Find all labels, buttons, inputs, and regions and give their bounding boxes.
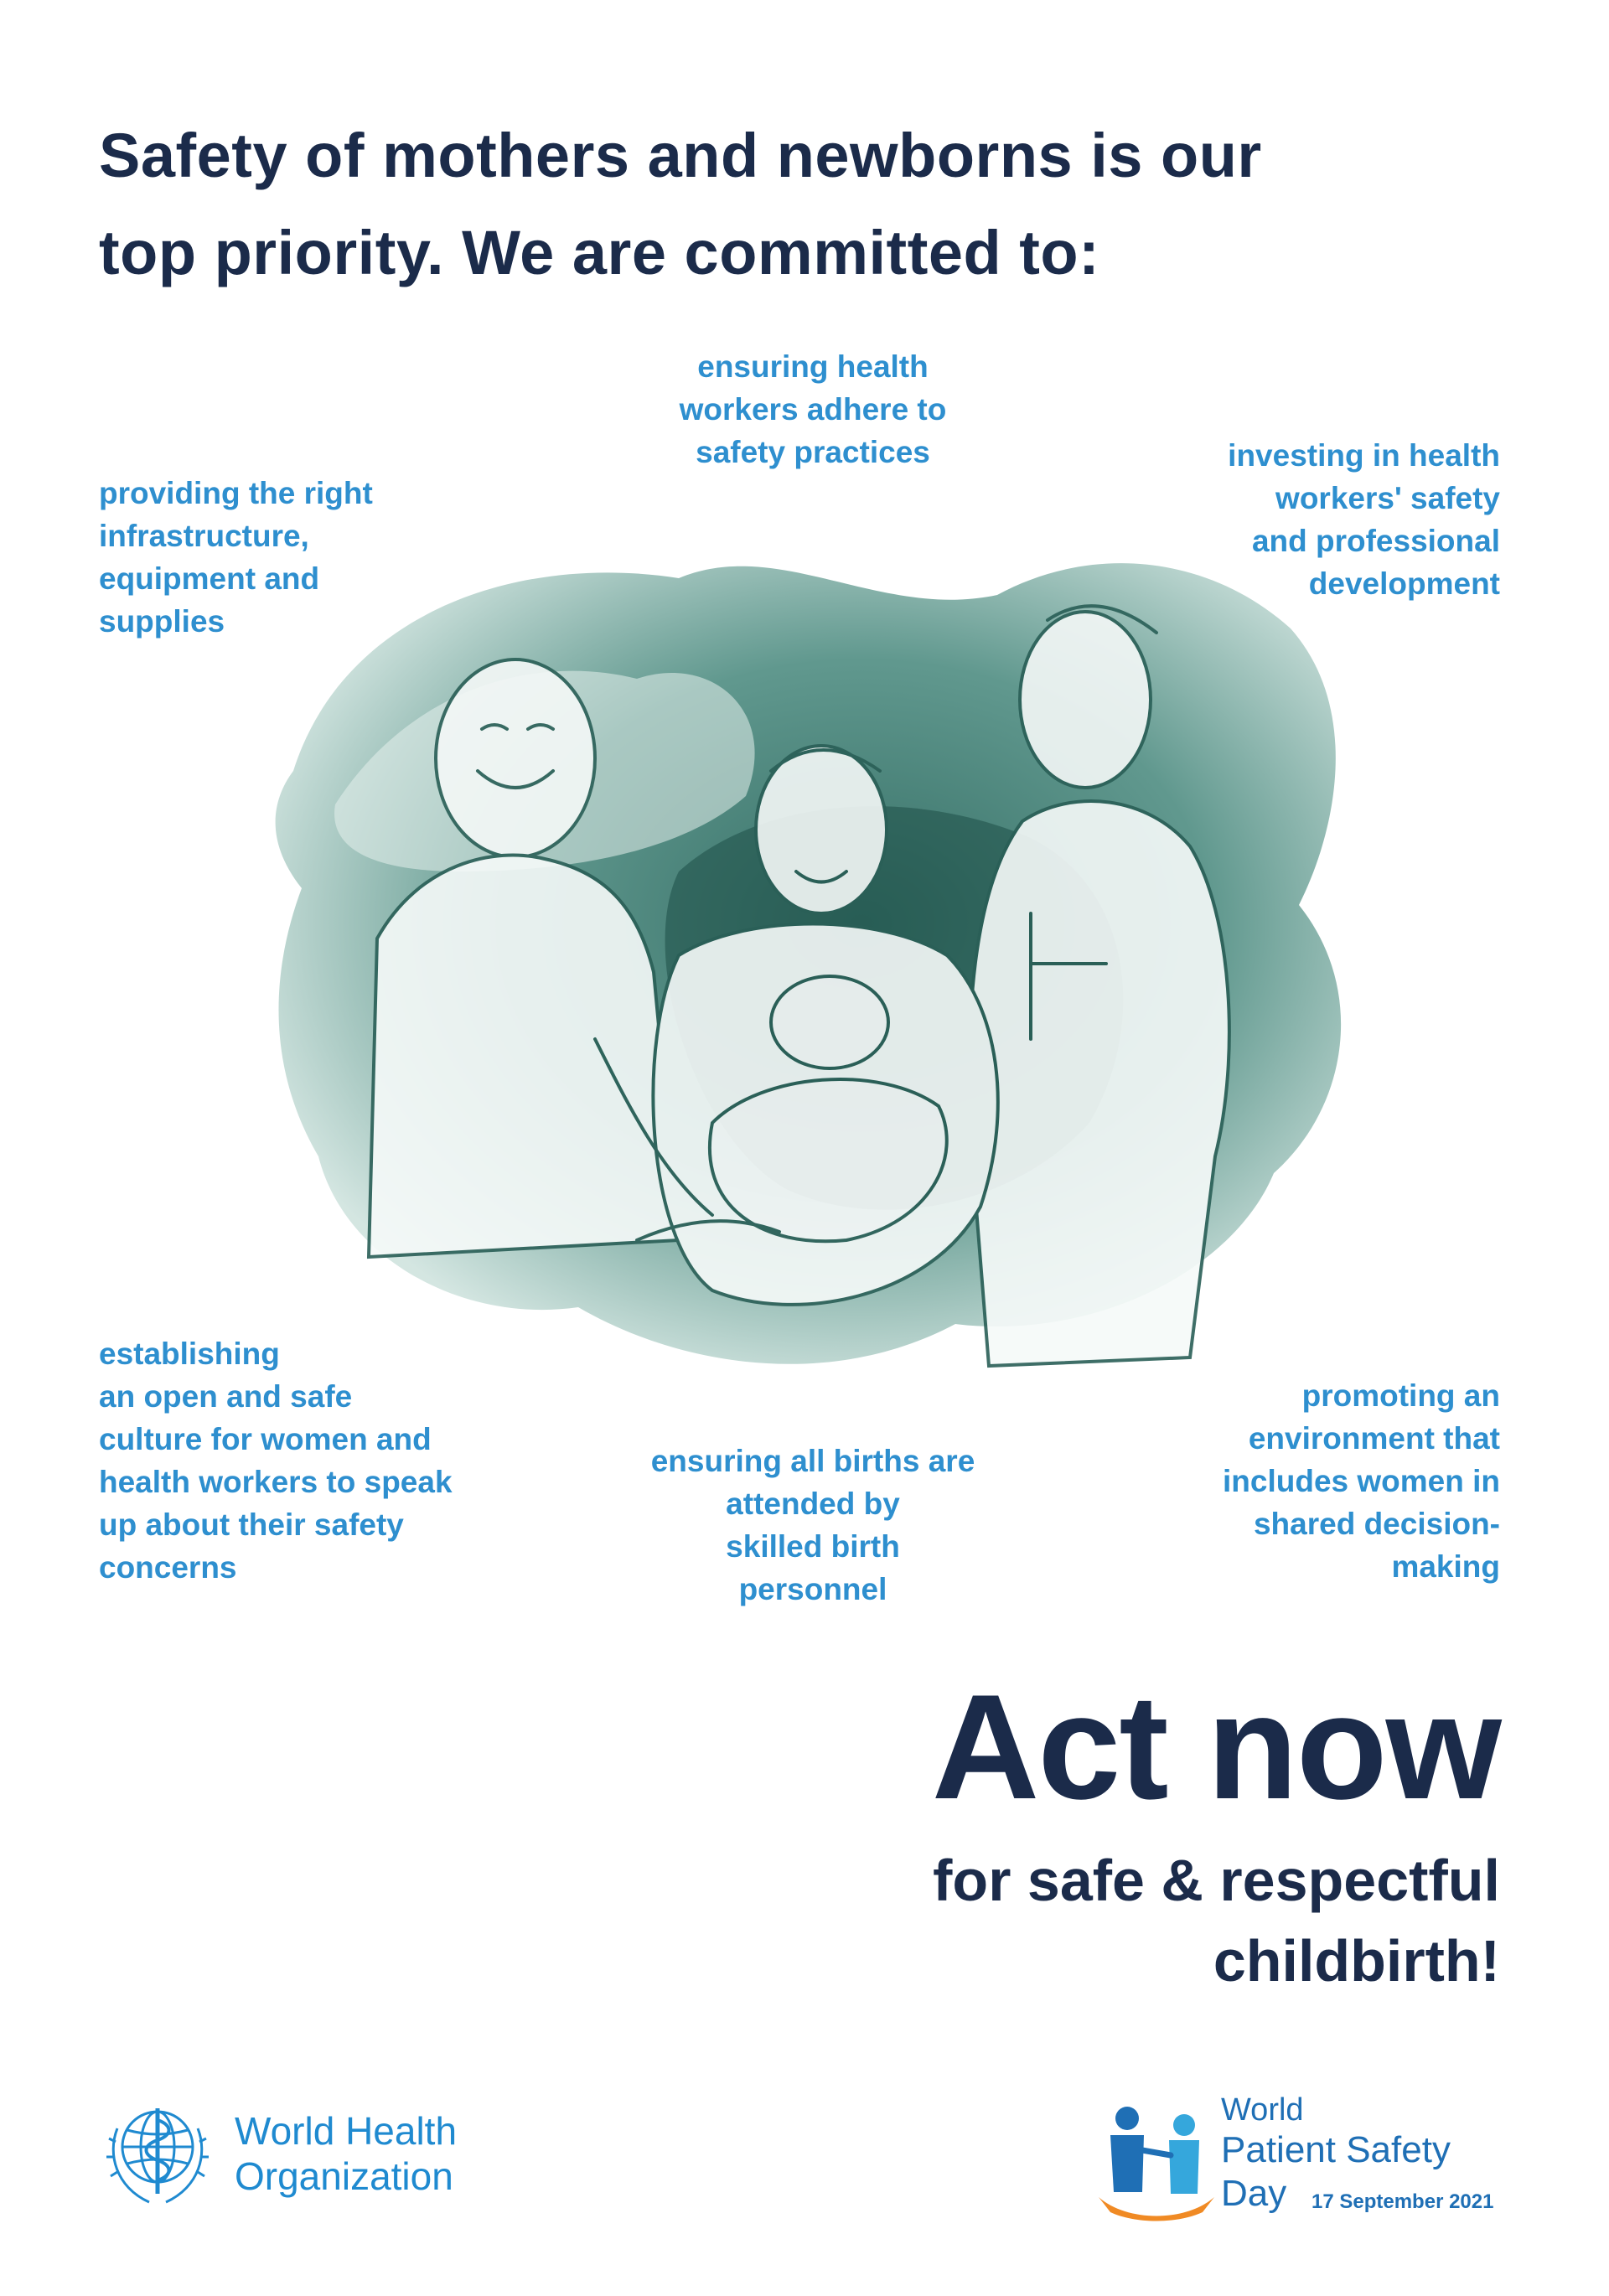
who-name-line-1: World Health [235, 2109, 458, 2153]
commitment-bottom-right [1081, 1374, 1500, 1588]
commitment-line: an open and safe [99, 1379, 353, 1414]
commitment-line: and professional [1251, 524, 1500, 558]
commitment-line: health workers to speak [99, 1465, 453, 1499]
commitment-line: providing the right [99, 476, 373, 510]
commitment-line: includes women in [1223, 1464, 1500, 1498]
father-body [369, 855, 679, 1257]
who-emblem-icon [99, 2095, 216, 2212]
commitment-line: personnel [738, 1572, 887, 1606]
baby-head [771, 976, 888, 1068]
wpsd-line-2: Patient Safety [1221, 2129, 1451, 2170]
mother-newborn-illustration [243, 520, 1383, 1399]
commitment-line: shared decision- [1253, 1507, 1500, 1541]
wpsd-line-1: World [1221, 2092, 1304, 2128]
commitment-line: making [1391, 1549, 1500, 1584]
commitment-line: investing in health [1228, 438, 1500, 473]
commitment-line: up about their safety [99, 1507, 404, 1542]
headline-line-1: Safety of mothers and newborns is our [99, 121, 1262, 190]
nurse-body [970, 801, 1229, 1366]
commitment-line: development [1308, 566, 1500, 601]
commitment-line: ensuring health [697, 349, 929, 384]
cta-sub-line-2: childbirth! [1213, 1928, 1500, 1993]
commitment-bottom-left [99, 1332, 568, 1589]
act-now-heading: Act now [931, 1663, 1500, 1830]
who-logo [99, 2095, 457, 2212]
commitment-line: infrastructure, [99, 519, 309, 553]
act-now-subheading [933, 1840, 1500, 2001]
commitment-line: workers adhere to [679, 392, 947, 427]
commitment-line: ensuring all births are [650, 1444, 975, 1478]
commitment-line: attended by [726, 1487, 900, 1521]
wpsd-line-3: Day [1221, 2173, 1287, 2214]
who-name [235, 2108, 457, 2199]
headline [99, 107, 1440, 302]
commitment-line: promoting an [1301, 1378, 1500, 1413]
patient-safety-figures-icon [1094, 2100, 1219, 2226]
commitment-top-center [587, 345, 1039, 473]
father-head [436, 659, 595, 857]
wpsd-date: 17 September 2021 [1312, 2190, 1494, 2213]
commitment-line: skilled birth [726, 1529, 900, 1564]
commitment-line: workers' safety [1275, 481, 1500, 515]
commitment-line: concerns [99, 1550, 237, 1585]
headline-line-2: top priority. We are committed to: [99, 218, 1100, 287]
commitment-line: equipment and [99, 561, 320, 596]
commitment-line: supplies [99, 604, 225, 639]
who-name-line-2: Organization [235, 2154, 453, 2198]
commitment-line: environment that [1248, 1421, 1500, 1456]
commitment-line: culture for women and [99, 1422, 432, 1456]
mother-head [756, 746, 887, 913]
world-patient-safety-day-logo [1094, 2092, 1513, 2234]
nurse-head [1020, 612, 1151, 788]
commitment-line: establishing [99, 1337, 280, 1371]
commitment-line: safety practices [696, 435, 930, 469]
cta-sub-line-1: for safe & respectful [933, 1848, 1500, 1913]
commitment-bottom-center [587, 1440, 1039, 1611]
